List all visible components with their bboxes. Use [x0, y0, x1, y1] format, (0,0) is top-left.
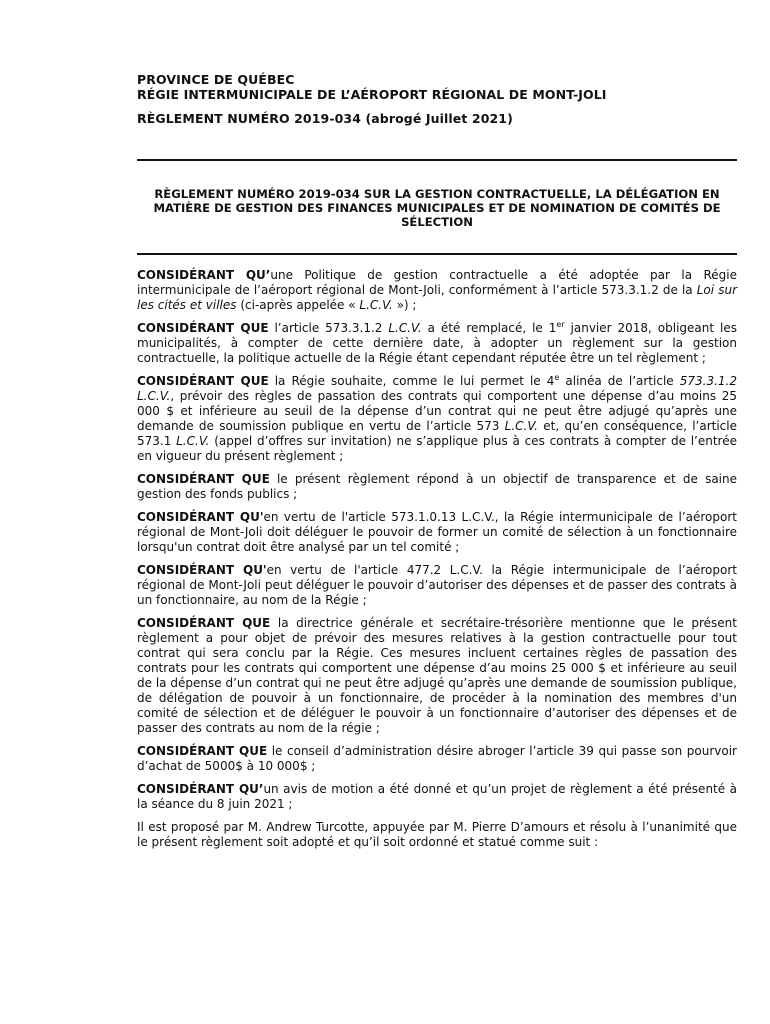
regulation-number-line: RÈGLEMENT NUMÉRO 2019-034 (abrogé Juillet 2021): [137, 111, 513, 126]
paragraph-text: en vertu de l'article 573.1.0.13 L.C.V., la Régie intermunicipale de l’aéroport régional de Mont-Joli doit déléguer le pouvoir de former un comité de sélection à un fonctionnaire lorsqu'un contrat doit être analysé par un tel comité ;: [137, 510, 737, 554]
considerant-paragraph-2: [137, 321, 737, 366]
paragraph-text: (appel d’offres sur invitation) ne s’applique plus à ces contrats à compter de l’entrée en vigueur du présent règlement ;: [137, 434, 737, 463]
paragraph-text: ») ;: [392, 298, 417, 312]
considerant-lead: CONSIDÉRANT QUE: [137, 616, 271, 630]
paragraph-text: une Politique de gestion contractuelle a été adoptée par la Régie intermunicipale de l’aéroport régional de Mont-Joli, conformément à l’article 573.3.1.2 de la: [137, 268, 737, 297]
considerant-lead: CONSIDÉRANT QU’: [137, 268, 271, 282]
considerant-lead: CONSIDÉRANT QUE: [137, 472, 270, 486]
organization-line: RÉGIE INTERMUNICIPALE DE L’AÉROPORT RÉGIONAL DE MONT-JOLI: [137, 87, 607, 102]
document-header: [137, 72, 737, 126]
considerant-paragraph-8: [137, 744, 737, 774]
considerant-lead: CONSIDÉRANT QUE: [137, 744, 268, 758]
paragraph-text: alinéa de l’article: [559, 374, 680, 388]
regulation-title: RÈGLEMENT NUMÉRO 2019-034 SUR LA GESTION CONTRACTUELLE, LA DÉLÉGATION EN MATIÈRE DE GESTION DES FINANCES MUNICIPALES ET DE NOMINATION DE COMITÉS DE SÉLECTION: [153, 187, 721, 229]
considerant-lead: CONSIDÉRANT QUE: [137, 321, 269, 335]
law-abbrev: L.C.V.: [176, 434, 210, 448]
considerant-paragraph-7: [137, 616, 737, 736]
considerant-lead: CONSIDÉRANT QU’: [137, 782, 264, 796]
paragraph-text: la Régie souhaite, comme le lui permet le 4: [268, 374, 555, 388]
paragraph-text: a été remplacé, le 1: [421, 321, 557, 335]
document-body: [137, 268, 737, 858]
considerant-lead: CONSIDÉRANT QU': [137, 563, 267, 577]
considerant-paragraph-6: [137, 563, 737, 608]
paragraph-text: janvier 2018, obligeant les municipalités, à compter de cette dernière date, à adopter un règlement sur la gestion contractuelle, la politique actuelle de la Régie étant cependant réputée être un tel règlement ;: [137, 321, 737, 365]
law-abbrev: L.C.V.: [388, 321, 422, 335]
considerant-lead: CONSIDÉRANT QUE: [137, 374, 269, 388]
paragraph-text: l’article 573.3.1.2: [268, 321, 389, 335]
paragraph-text: (ci-après appelée «: [236, 298, 360, 312]
law-title: Loi sur les cités et villes: [137, 283, 738, 312]
paragraph-text: Il est proposé par M. Andrew Turcotte, appuyée par M. Pierre D’amours et résolu à l’unanimité que le présent règlement soit adopté et qu’il soit ordonné et statué comme suit :: [137, 820, 737, 849]
considerant-paragraph-9: [137, 782, 737, 812]
considerant-paragraph-4: [137, 472, 737, 502]
province-line: PROVINCE DE QUÉBEC: [137, 72, 295, 87]
law-abbrev: L.C.V.: [504, 419, 538, 433]
ordinal-superscript: e: [554, 373, 560, 382]
paragraph-text: , prévoir des règles de passation des contrats qui comportent une dépense d’au moins 25 000 $ et inférieure au seuil de la dépense d’un contrat qui ne peut être adjugé qu’après une demande de soumission publique en vertu de l’article 573: [137, 389, 737, 433]
divider-top: [137, 159, 737, 161]
paragraph-text: le présent règlement répond à un objectif de transparence et de saine gestion des fonds publics ;: [137, 472, 737, 501]
paragraph-text: un avis de motion a été donné et qu’un projet de règlement a été présenté à la séance du 8 juin 2021 ;: [137, 782, 737, 811]
paragraph-text: le conseil d’administration désire abroger l’article 39 qui passe son pourvoir d’achat de 5000$ à 10 000$ ;: [137, 744, 737, 773]
paragraph-text: en vertu de l'article 477.2 L.C.V. la Régie intermunicipale de l’aéroport régional de Mont-Joli peut déléguer le pouvoir d’autoriser des dépenses et de passer des contrats à un fonctionnaire, au nom de la Régie ;: [137, 563, 737, 607]
considerant-lead: CONSIDÉRANT QU': [137, 510, 264, 524]
resolution-paragraph: [137, 820, 737, 850]
law-abbrev: L.C.V.: [359, 298, 393, 312]
considerant-paragraph-5: [137, 510, 737, 555]
considerant-paragraph-3: [137, 374, 737, 464]
considerant-paragraph-1: [137, 268, 737, 313]
article-reference: 573.3.1.2 L.C.V.: [137, 374, 737, 403]
paragraph-text: la directrice générale et secrétaire-trésorière mentionne que le présent règlement a pour objet de prévoir des mesures relatives à la gestion contractuelle pour tout contrat qui sera conclu par la Régie. Ces mesures incluent certaines règles de passation des contrats pour les contrats qui comportent une dépense d’au moins 25 000 $ et inférieure au seuil de la dépense d’un contrat qui ne peut être adjugé qu’après une demande de soumission publique, de délégation de pouvoir à un fonctionnaire, de procéder à la nomination des membres d'un comité de sélection et de déléguer le pouvoir à un fonctionnaire d’autoriser des dépenses et de passer des contrats au nom de la régie ;: [137, 616, 737, 735]
divider-bottom: [137, 253, 737, 255]
paragraph-text: et, qu’en conséquence, l’article 573.1: [137, 419, 737, 448]
ordinal-superscript: er: [556, 320, 565, 329]
